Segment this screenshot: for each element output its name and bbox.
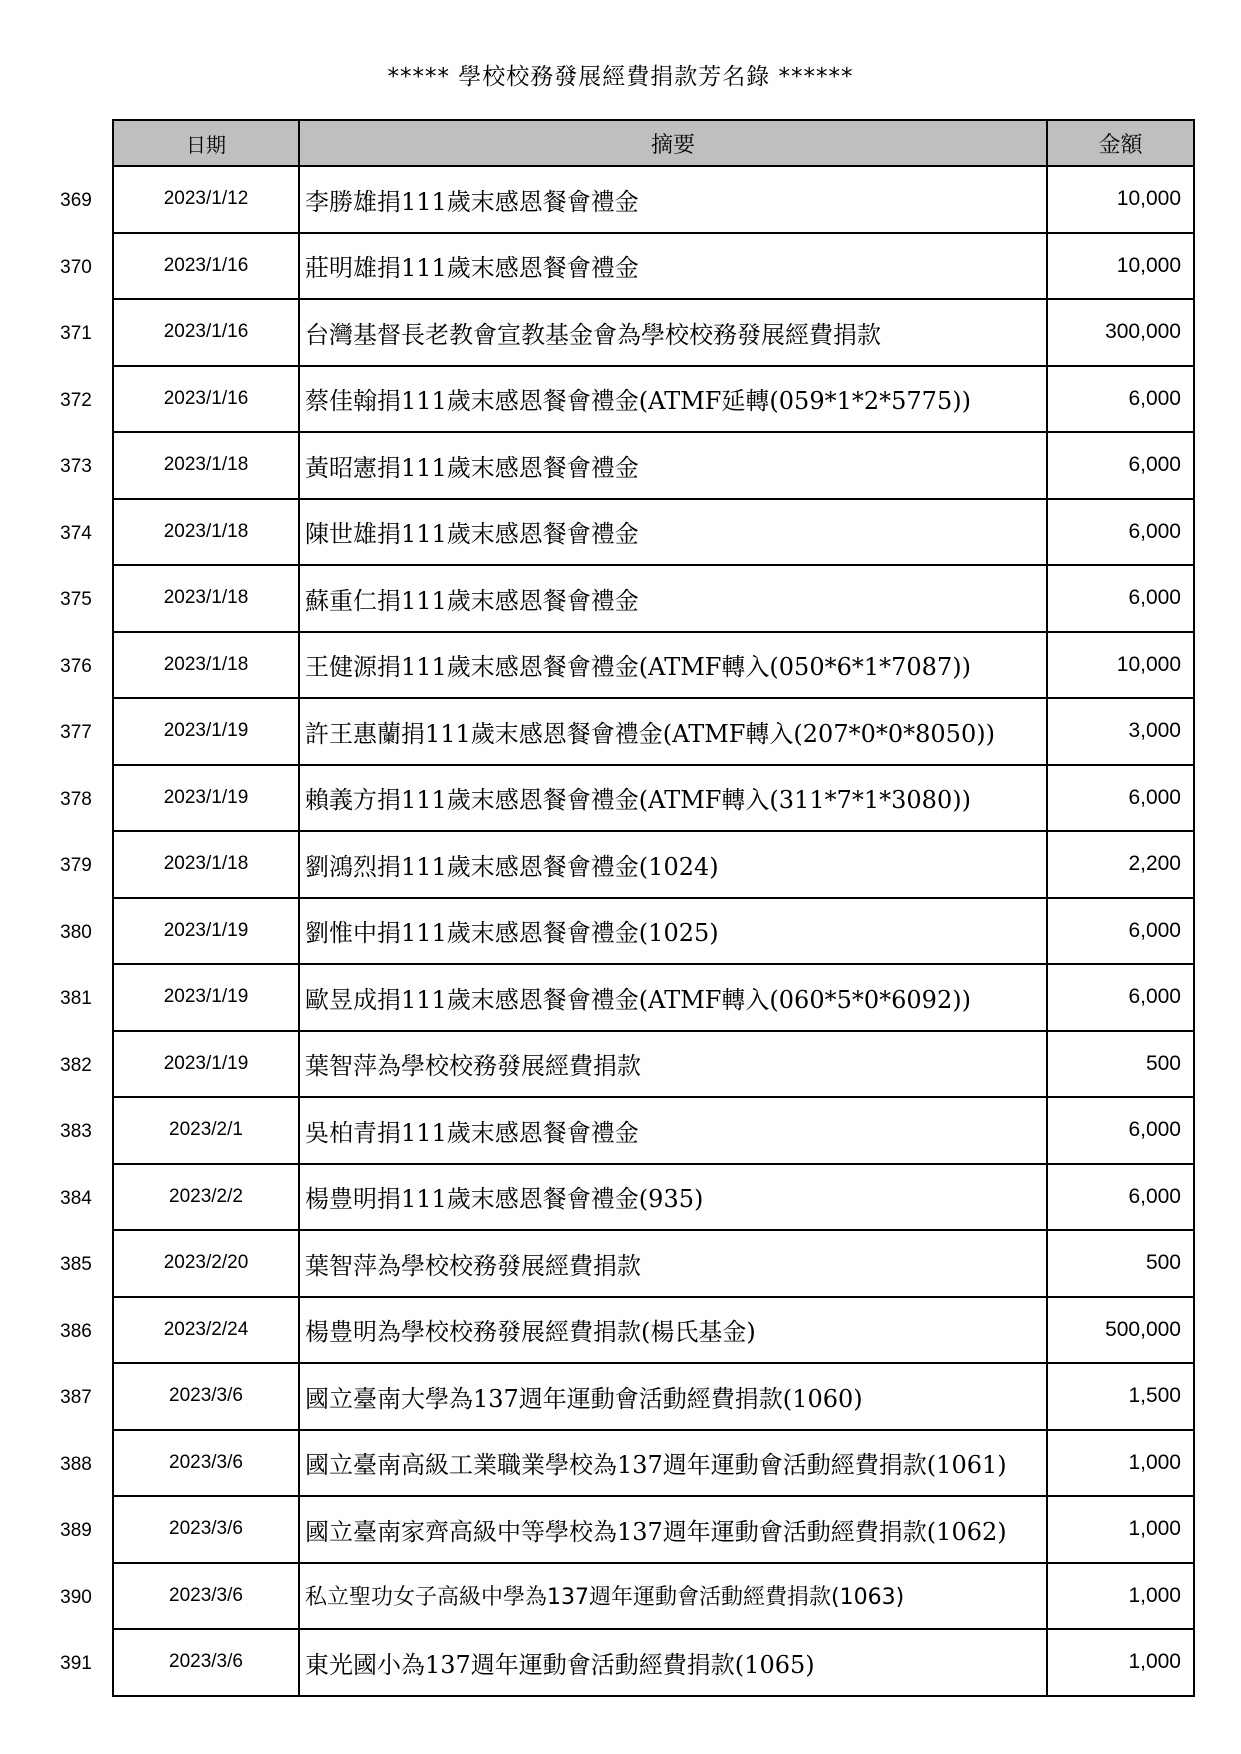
amount-cell: 6,000: [1047, 366, 1194, 433]
summary-cell: 國立臺南大學為137週年運動會活動經費捐款(1060): [299, 1363, 1047, 1430]
summary-cell: 國立臺南高級工業職業學校為137週年運動會活動經費捐款(1061): [299, 1430, 1047, 1497]
amount-cell: 3,000: [1047, 698, 1194, 765]
row-number: 384: [60, 1187, 92, 1209]
date-cell: 2023/2/24: [113, 1297, 299, 1364]
summary-cell: 王健源捐111歲末感恩餐會禮金(ATMF轉入(050*6*1*7087)): [299, 632, 1047, 699]
row-number: 374: [60, 522, 92, 544]
row-number: 375: [60, 589, 92, 610]
row-number: 389: [60, 1520, 92, 1541]
row-number: 388: [60, 1453, 92, 1475]
amount-cell: 6,000: [1047, 765, 1194, 832]
summary-cell: 陳世雄捐111歲末感恩餐會禮金: [299, 499, 1047, 566]
amount-cell: 6,000: [1047, 565, 1194, 632]
summary-cell: 歐昱成捐111歲末感恩餐會禮金(ATMF轉入(060*5*0*6092)): [299, 964, 1047, 1031]
date-cell: 2023/3/6: [113, 1563, 299, 1630]
amount-cell: 10,000: [1047, 233, 1194, 300]
row-number: 373: [60, 456, 92, 477]
date-cell: 2023/1/18: [113, 632, 299, 699]
date-cell: 2023/3/6: [113, 1363, 299, 1430]
row-number: 378: [60, 788, 92, 810]
row-number-column: [40, 168, 112, 1698]
summary-cell: 許王惠蘭捐111歲末感恩餐會禮金(ATMF轉入(207*0*0*8050)): [299, 698, 1047, 765]
amount-cell: 6,000: [1047, 499, 1194, 566]
amount-cell: 1,000: [1047, 1496, 1194, 1563]
table-header-row: [113, 120, 1194, 166]
table-row: [113, 1629, 1194, 1696]
amount-cell: 500,000: [1047, 1297, 1194, 1364]
date-cell: 2023/1/19: [113, 1031, 299, 1098]
table-row: [113, 1230, 1194, 1297]
row-number: 390: [60, 1586, 92, 1608]
amount-cell: 10,000: [1047, 166, 1194, 233]
date-cell: 2023/2/20: [113, 1230, 299, 1297]
amount-cell: 500: [1047, 1031, 1194, 1098]
date-cell: 2023/1/19: [113, 765, 299, 832]
date-cell: 2023/1/12: [113, 166, 299, 233]
row-number: 370: [60, 256, 92, 278]
summary-cell: 莊明雄捐111歲末感恩餐會禮金: [299, 233, 1047, 300]
row-number: 381: [60, 988, 92, 1009]
amount-cell: 6,000: [1047, 1097, 1194, 1164]
table-row: [113, 964, 1194, 1031]
summary-cell: 劉惟中捐111歲末感恩餐會禮金(1025): [299, 898, 1047, 965]
date-cell: 2023/1/18: [113, 432, 299, 499]
date-cell: 2023/3/6: [113, 1496, 299, 1563]
table-row: [113, 1363, 1194, 1430]
summary-cell: 蘇重仁捐111歲末感恩餐會禮金: [299, 565, 1047, 632]
summary-cell: 賴義方捐111歲末感恩餐會禮金(ATMF轉入(311*7*1*3080)): [299, 765, 1047, 832]
table-row: [113, 1031, 1194, 1098]
summary-cell: 楊豊明為學校校務發展經費捐款(楊氏基金): [299, 1297, 1047, 1364]
column-header-amount: 金額: [1047, 120, 1194, 166]
table-row: [113, 1496, 1194, 1563]
table-row: [113, 1297, 1194, 1364]
summary-cell: 蔡佳翰捐111歲末感恩餐會禮金(ATMF延轉(059*1*2*5775)): [299, 366, 1047, 433]
table-row: [113, 898, 1194, 965]
row-number: 371: [60, 323, 92, 344]
summary-cell: 私立聖功女子高級中學為137週年運動會活動經費捐款(1063): [299, 1563, 1047, 1630]
table-row: [113, 366, 1194, 433]
amount-cell: 6,000: [1047, 432, 1194, 499]
table-row: [113, 1097, 1194, 1164]
table-row: [113, 499, 1194, 566]
date-cell: 2023/2/2: [113, 1164, 299, 1231]
summary-cell: 國立臺南家齊高級中等學校為137週年運動會活動經費捐款(1062): [299, 1496, 1047, 1563]
row-number: 376: [60, 655, 92, 677]
date-cell: 2023/1/16: [113, 299, 299, 366]
date-cell: 2023/1/18: [113, 831, 299, 898]
table-row: [113, 632, 1194, 699]
donation-table: [112, 119, 1195, 1697]
summary-cell: 東光國小為137週年運動會活動經費捐款(1065): [299, 1629, 1047, 1696]
amount-cell: 1,000: [1047, 1563, 1194, 1630]
row-number: 380: [60, 921, 92, 943]
row-number: 387: [60, 1387, 92, 1408]
table-row: [113, 432, 1194, 499]
amount-cell: 1,000: [1047, 1629, 1194, 1696]
row-number: 379: [60, 855, 92, 876]
date-cell: 2023/3/6: [113, 1629, 299, 1696]
table-row: [113, 565, 1194, 632]
table-row: [113, 1563, 1194, 1630]
row-number: 385: [60, 1254, 92, 1275]
summary-cell: 葉智萍為學校校務發展經費捐款: [299, 1031, 1047, 1098]
row-number: 369: [60, 190, 92, 211]
amount-cell: 1,000: [1047, 1430, 1194, 1497]
date-cell: 2023/1/16: [113, 366, 299, 433]
row-number: 391: [60, 1653, 92, 1674]
page-title: ***** 學校校務發展經費捐款芳名錄 ******: [387, 64, 854, 90]
date-cell: 2023/1/19: [113, 698, 299, 765]
row-number: 382: [60, 1054, 92, 1076]
amount-cell: 2,200: [1047, 831, 1194, 898]
summary-cell: 葉智萍為學校校務發展經費捐款: [299, 1230, 1047, 1297]
table-row: [113, 233, 1194, 300]
amount-cell: 6,000: [1047, 1164, 1194, 1231]
summary-cell: 台灣基督長老教會宣教基金會為學校校務發展經費捐款: [299, 299, 1047, 366]
date-cell: 2023/3/6: [113, 1430, 299, 1497]
date-cell: 2023/2/1: [113, 1097, 299, 1164]
table-row: [113, 698, 1194, 765]
table-row: [113, 1164, 1194, 1231]
date-cell: 2023/1/16: [113, 233, 299, 300]
row-number: 386: [60, 1320, 92, 1342]
amount-cell: 6,000: [1047, 964, 1194, 1031]
amount-cell: 500: [1047, 1230, 1194, 1297]
summary-cell: 黃昭憲捐111歲末感恩餐會禮金: [299, 432, 1047, 499]
date-cell: 2023/1/18: [113, 565, 299, 632]
row-number: 383: [60, 1121, 92, 1142]
table-row: [113, 299, 1194, 366]
table-row: [113, 166, 1194, 233]
table-row: [113, 831, 1194, 898]
amount-cell: 1,500: [1047, 1363, 1194, 1430]
row-number: 377: [60, 722, 92, 743]
column-header-summary: 摘要: [299, 120, 1047, 166]
date-cell: 2023/1/19: [113, 964, 299, 1031]
date-cell: 2023/1/18: [113, 499, 299, 566]
summary-cell: 劉鴻烈捐111歲末感恩餐會禮金(1024): [299, 831, 1047, 898]
summary-cell: 楊豊明捐111歲末感恩餐會禮金(935): [299, 1164, 1047, 1231]
summary-cell: 李勝雄捐111歲末感恩餐會禮金: [299, 166, 1047, 233]
row-number: 372: [60, 389, 92, 411]
amount-cell: 300,000: [1047, 299, 1194, 366]
column-header-date: 日期: [113, 120, 299, 166]
date-cell: 2023/1/19: [113, 898, 299, 965]
amount-cell: 6,000: [1047, 898, 1194, 965]
amount-cell: 10,000: [1047, 632, 1194, 699]
table-row: [113, 1430, 1194, 1497]
table-row: [113, 765, 1194, 832]
summary-cell: 吳柏青捐111歲末感恩餐會禮金: [299, 1097, 1047, 1164]
